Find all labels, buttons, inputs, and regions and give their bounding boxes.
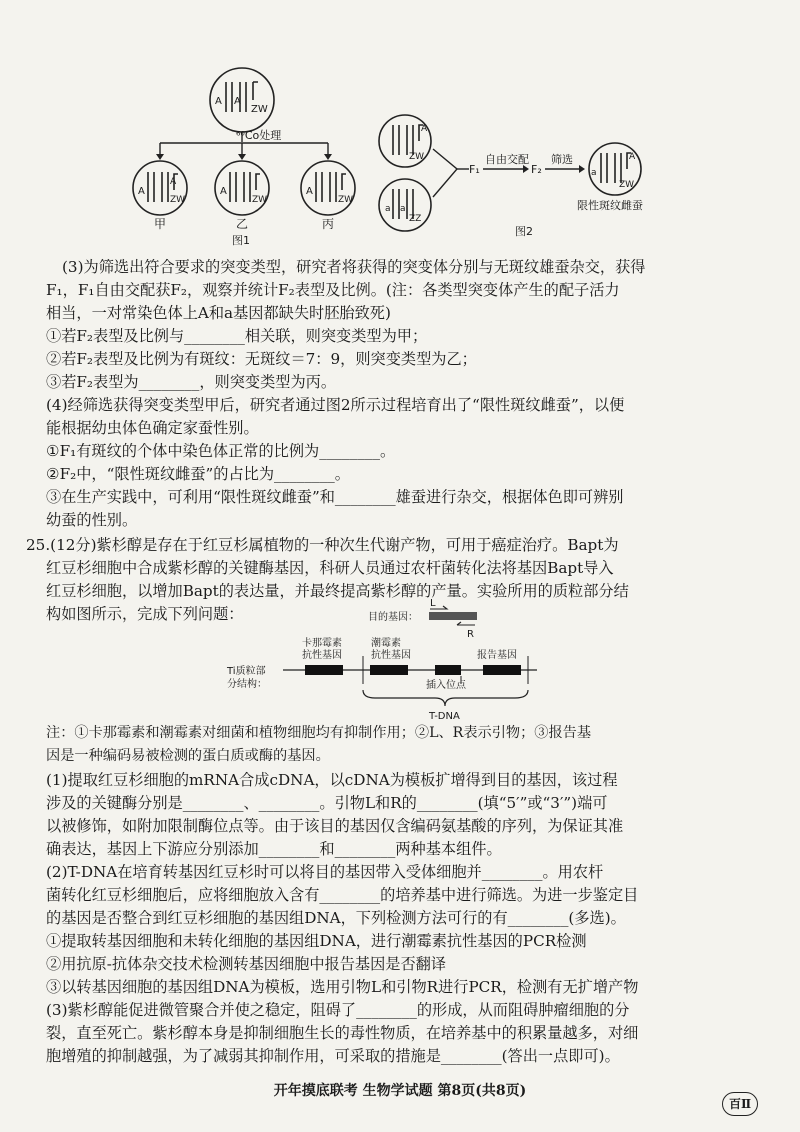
kan-label-2: 抗性基因 bbox=[302, 650, 342, 661]
svg-text:A: A bbox=[138, 186, 145, 197]
q3-line-6: ③若F₂表型为________，则突变类型为丙。 bbox=[46, 373, 337, 391]
q4-line-2: 能根据幼虫体色确定家蚕性别。 bbox=[46, 419, 259, 437]
q25-intro-line-4: 构如图所示，完成下列问题： bbox=[46, 605, 244, 623]
hyg-label-2: 抗性基因 bbox=[371, 650, 411, 661]
q25-2-line-2: 菌转化红豆杉细胞后，应将细胞放入含有________的培养基中进行筛选。为进一步鉴定目 bbox=[46, 886, 639, 904]
hyg-label-1: 潮霉素 bbox=[371, 638, 401, 649]
q25-1-line-1: (1)提取红豆杉细胞的mRNA合成cDNA，以cDNA为模板扩增得到目的基因，该过程 bbox=[46, 771, 618, 789]
q4-line-1: (4)经筛选获得突变类型甲后，研究者通过图2所示过程培育出了“限性斑纹雌蚕”，以便 bbox=[46, 396, 625, 414]
note-line-1: 注：①卡那霉素和潮霉素对细菌和植物细胞均有抑制作用；②L、R表示引物；③报告基 bbox=[46, 725, 592, 741]
q25-3-line-3: 胞增殖的抑制越强，为了减弱其抑制作用，可采取的措施是________(答出一点即可)。 bbox=[46, 1047, 620, 1065]
ti-label-1: Ti质粒部 bbox=[227, 666, 266, 677]
page-footer: 开年摸底联考 生物学试题 第8页(共8页) bbox=[273, 1083, 527, 1099]
svg-text:ZW: ZW bbox=[338, 195, 354, 205]
fig2-cell-bottom bbox=[379, 179, 431, 231]
target-gene-label: 目的基因： bbox=[368, 612, 418, 623]
page-badge: 百Ⅱ bbox=[722, 1092, 758, 1116]
q25-2-line-6: ③以转基因细胞的基因组DNA为模板，选用引物L和引物R进行PCR，检测有无扩增产物 bbox=[46, 978, 639, 996]
child-cell-bing bbox=[301, 161, 355, 215]
child-cell-jia bbox=[133, 161, 187, 215]
figure-1 bbox=[120, 60, 370, 250]
q3-line-2: F₁，F₁自由交配获F₂，观察并统计F₂表型及比例。(注：各类型突变体产生的配子活力 bbox=[46, 281, 620, 299]
q25-1-line-4: 确表达，基因上下游应分别添加________和________两种基本组件。 bbox=[46, 840, 502, 858]
figure-2-caption: 图2 bbox=[515, 225, 533, 238]
child-cell-yi bbox=[215, 161, 269, 215]
figure-1-caption: 图1 bbox=[232, 234, 250, 247]
plasmid-figure bbox=[225, 594, 555, 724]
svg-text:A: A bbox=[306, 186, 313, 197]
q25-2-line-5: ②用抗原-抗体杂交技术检测转基因细胞中报告基因是否翻译 bbox=[46, 955, 447, 973]
svg-text:ZW: ZW bbox=[619, 180, 635, 190]
label-bing: 丙 bbox=[322, 217, 335, 231]
primer-L-label: L bbox=[430, 598, 436, 609]
q3-line-5: ②若F₂表型及比例为有斑纹：无斑纹＝7：9，则突变类型为乙； bbox=[46, 350, 477, 368]
q3-line-4: ①若F₂表型及比例与________相关联，则突变类型为甲； bbox=[46, 327, 428, 345]
q4-line-5: ③在生产实践中，可利用“限性斑纹雌蚕”和________雄蚕进行杂交，根据体色即可辨别 bbox=[46, 488, 624, 506]
svg-text:a: a bbox=[385, 204, 391, 214]
figure-2 bbox=[375, 105, 675, 245]
q25-3-line-1: (3)紫杉醇能促进微管聚合并使之稳定，阻碍了________的形成，从而阻碍肿瘤细胞的分 bbox=[46, 1001, 630, 1019]
fig2-f2: F₂ bbox=[531, 163, 542, 176]
svg-text:ZW: ZW bbox=[252, 195, 268, 205]
fig2-cell-top bbox=[379, 115, 431, 167]
q25-intro-line-1: 25.(12分)紫杉醇是存在于红豆杉属植物的一种次生代谢产物，可用于癌症治疗。Bapt为 bbox=[26, 536, 619, 554]
reporter-gene-box bbox=[483, 665, 521, 675]
svg-text:ZW: ZW bbox=[170, 195, 186, 205]
q25-1-line-3: 以被修饰，如附加限制酶位点等。由于该目的基因仅含编码氨基酸的序列，为保证其准 bbox=[46, 817, 624, 835]
ti-label-2: 分结构： bbox=[227, 679, 267, 690]
label-jia: 甲 bbox=[154, 217, 167, 231]
svg-text:ZZ: ZZ bbox=[409, 214, 422, 224]
fig2-result-cell bbox=[589, 143, 641, 195]
treatment-label: ⁶⁰Co处理 bbox=[236, 129, 282, 142]
q3-line-1: (3)为筛选出符合要求的突变类型，研究者将获得的突变体分别与无斑纹雄蚕杂交，获得 bbox=[62, 258, 646, 276]
parent-gene-A: A bbox=[215, 96, 222, 107]
svg-text:A: A bbox=[220, 186, 227, 197]
svg-text:a: a bbox=[591, 168, 597, 178]
q4-line-3: ①F₁有斑纹的个体中染色体正常的比例为________。 bbox=[46, 442, 396, 460]
fig2-screen-label: 筛选 bbox=[551, 153, 573, 166]
svg-text:A: A bbox=[170, 177, 177, 187]
q4-line-6: 幼蚕的性别。 bbox=[46, 511, 138, 529]
target-gene-bar bbox=[429, 612, 477, 620]
q25-intro-line-3: 红豆杉细胞，以增加Bapt的表达量，并最终提高紫杉醇的产量。实验所用的质粒部分结 bbox=[46, 582, 629, 600]
q3-line-3: 相当，一对常染色体上A和a基因都缺失时胚胎致死) bbox=[46, 304, 391, 322]
fig2-cross-label: 自由交配 bbox=[485, 153, 529, 166]
tdna-brace bbox=[363, 690, 528, 706]
q25-2-line-3: 的基因是否整合到红豆杉细胞的基因组DNA，下列检测方法可行的有________(多选)。 bbox=[46, 909, 626, 927]
parent-ZW: ZW bbox=[251, 104, 268, 115]
q25-2-line-4: ①提取转基因细胞和未转化细胞的基因组DNA，进行潮霉素抗性基因的PCR检测 bbox=[46, 932, 587, 950]
q25-1-line-2: 涉及的关键酶分别是________、________。引物L和R的________(填“5′”或“3′”)端可 bbox=[46, 794, 608, 812]
note-line-2: 因是一种编码易被检测的蛋白质或酶的基因。 bbox=[46, 748, 330, 764]
parent-gene-a: A bbox=[234, 96, 241, 107]
tdna-label: T-DNA bbox=[429, 711, 460, 722]
kan-label-1: 卡那霉素 bbox=[302, 638, 342, 649]
q25-3-line-2: 裂，直至死亡。紫杉醇本身是抑制细胞生长的毒性物质，在培养基中的积累量越多，对细 bbox=[46, 1024, 639, 1042]
svg-text:ZW: ZW bbox=[409, 152, 425, 162]
primer-R-label: R bbox=[467, 629, 474, 640]
svg-text:A: A bbox=[421, 124, 428, 134]
hyg-gene-box bbox=[370, 665, 408, 675]
insert-site-label: 插入位点 bbox=[426, 680, 466, 691]
svg-text:a: a bbox=[400, 204, 406, 214]
q4-line-4: ②F₂中，“限性斑纹雌蚕”的占比为________。 bbox=[46, 465, 350, 483]
fig2-result-label: 限性斑纹雌蚕 bbox=[577, 199, 643, 212]
label-yi: 乙 bbox=[236, 217, 249, 231]
kan-gene-box bbox=[305, 665, 343, 675]
insert-gene-box bbox=[435, 665, 461, 675]
q25-intro-line-2: 红豆杉细胞中合成紫杉醇的关键酶基因，科研人员通过农杆菌转化法将基因Bapt导入 bbox=[46, 559, 614, 577]
svg-text:A: A bbox=[629, 152, 636, 162]
q25-2-line-1: (2)T-DNA在培育转基因红豆杉时可以将目的基因带入受体细胞并________。用农杆 bbox=[46, 863, 604, 881]
reporter-label: 报告基因 bbox=[477, 650, 517, 661]
fig2-f1: F₁ bbox=[469, 163, 480, 176]
